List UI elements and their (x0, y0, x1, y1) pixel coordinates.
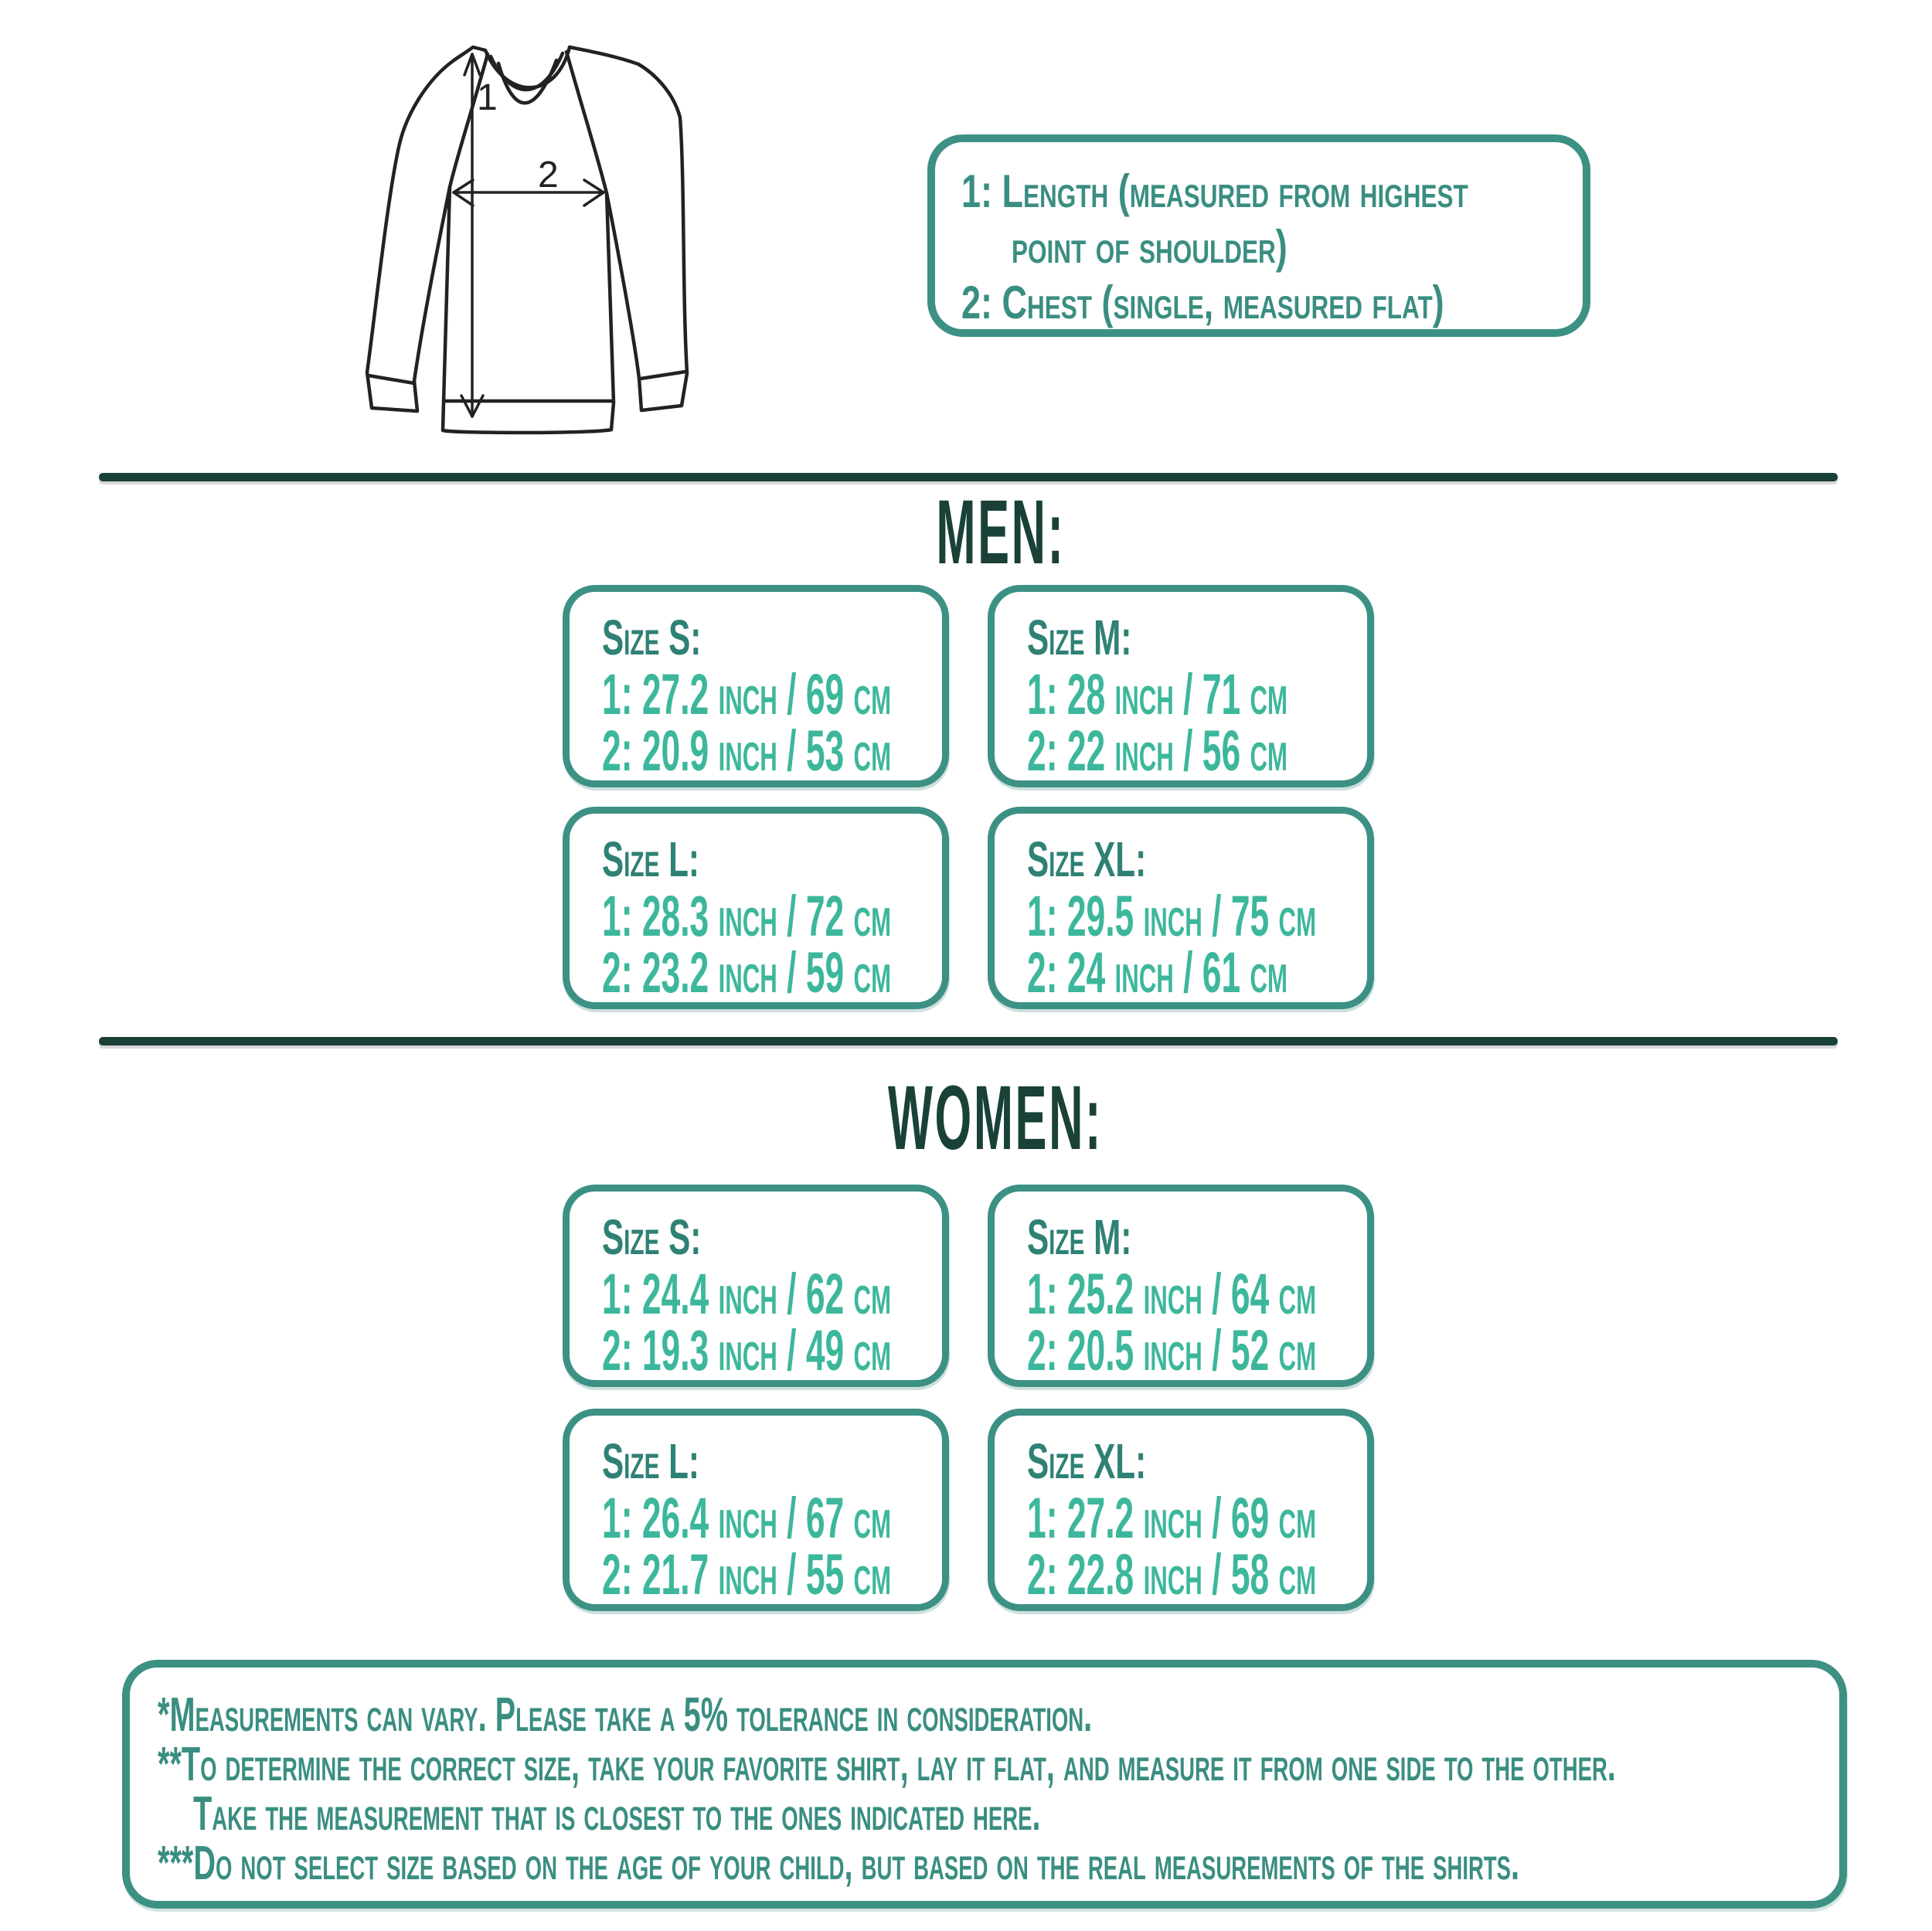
size-chest: 2: 22 inch / 56 cm (1027, 719, 1288, 783)
size-label: Size S: (602, 610, 702, 665)
size-box-women-m (988, 1185, 1374, 1387)
size-length: 1: 27.2 inch / 69 cm (1027, 1486, 1317, 1550)
length-arrow-label: 1 (477, 77, 498, 118)
size-box-women-s (563, 1185, 949, 1387)
measurement-legend-box (927, 134, 1590, 337)
legend-line: point of shoulder) (1012, 221, 1287, 273)
raglan-seam-right (566, 52, 607, 193)
size-box-men-xl (988, 807, 1374, 1009)
size-box-men-l (563, 807, 949, 1009)
size-chest: 2: 19.3 inch / 49 cm (602, 1318, 892, 1382)
men-section-title: MEN: (936, 481, 1066, 583)
note-line: *Measurements can vary. Please take a 5% tolerance in consideration. (158, 1688, 1093, 1742)
size-label: Size L: (602, 1433, 699, 1489)
size-chest: 2: 20.5 inch / 52 cm (1027, 1318, 1317, 1382)
size-length: 1: 27.2 inch / 69 cm (602, 662, 892, 726)
size-length: 1: 28.3 inch / 72 cm (602, 884, 892, 948)
size-label: Size M: (1027, 1209, 1132, 1265)
size-label: Size L: (602, 831, 699, 887)
size-label: Size M: (1027, 610, 1132, 665)
size-chest: 2: 22.8 inch / 58 cm (1027, 1542, 1317, 1606)
cuff-line-right (641, 372, 685, 379)
note-line: ***Do not select size based on the age of your child, but based on the real measurements of the shirts. (158, 1837, 1520, 1890)
size-box-men-m (988, 585, 1374, 787)
size-box-women-xl (988, 1409, 1374, 1611)
note-line: Take the measurement that is closest to the ones indicated here. (193, 1787, 1041, 1841)
legend-line: 1: Length (measured from highest (961, 165, 1468, 217)
raglan-seam-left (450, 54, 488, 187)
size-box-women-l (563, 1409, 949, 1611)
size-length: 1: 25.2 inch / 64 cm (1027, 1262, 1317, 1326)
women-section-title: WOMEN: (887, 1067, 1104, 1169)
size-length: 1: 29.5 inch / 75 cm (1027, 884, 1317, 948)
size-chest: 2: 23.2 inch / 59 cm (602, 940, 892, 1005)
size-label: Size XL: (1027, 1433, 1147, 1489)
cuff-line-left (369, 376, 414, 383)
legend-line: 2: Chest (single, measured flat) (961, 277, 1444, 328)
size-chest: 2: 24 inch / 61 cm (1027, 940, 1288, 1005)
size-length: 1: 24.4 inch / 62 cm (602, 1262, 892, 1326)
size-chest: 2: 20.9 inch / 53 cm (602, 719, 892, 783)
notes-box (122, 1660, 1847, 1909)
size-length: 1: 26.4 inch / 67 cm (602, 1486, 892, 1550)
note-line: **To determine the correct size, take your favorite shirt, lay it flat, and measure it from one side to the other. (158, 1738, 1616, 1791)
section-divider-women (99, 1037, 1838, 1045)
chest-arrow-label: 2 (538, 155, 559, 195)
size-label: Size XL: (1027, 831, 1147, 887)
size-label: Size S: (602, 1209, 702, 1265)
size-length: 1: 28 inch / 71 cm (1027, 662, 1288, 726)
size-box-men-s (563, 585, 949, 787)
shirt-outline (367, 47, 687, 433)
size-chest: 2: 21.7 inch / 55 cm (602, 1542, 892, 1606)
section-divider-men (99, 473, 1838, 481)
shirt-diagram (332, 15, 765, 448)
